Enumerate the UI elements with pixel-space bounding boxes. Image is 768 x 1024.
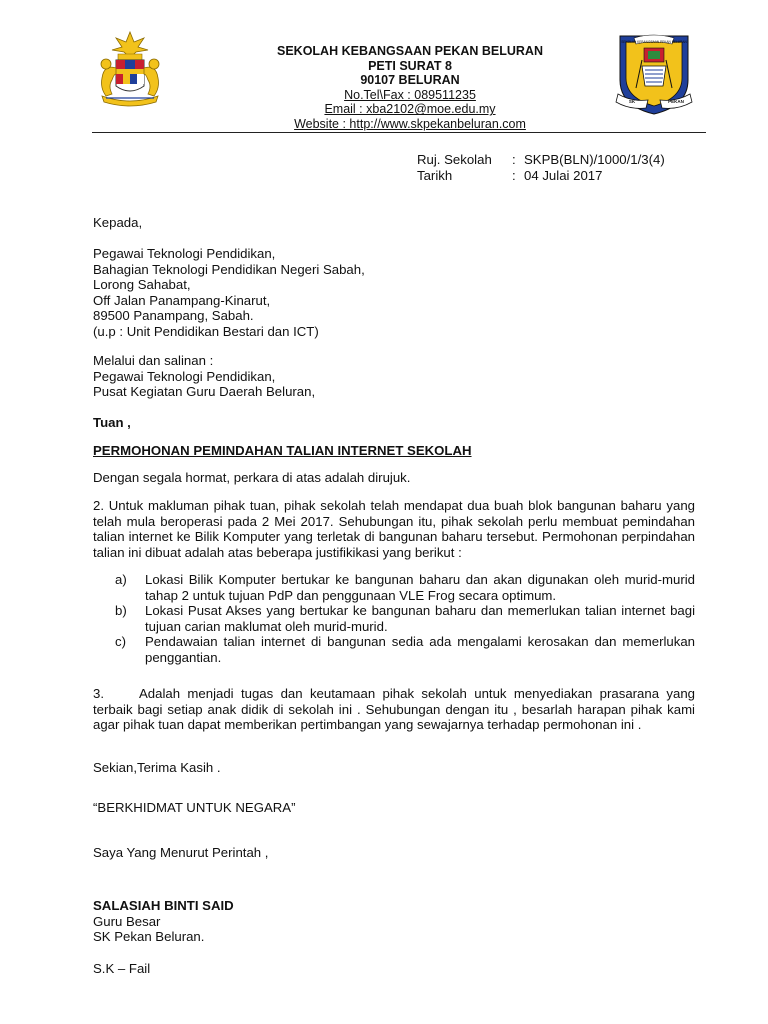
po-box: PETI SURAT 8	[368, 58, 452, 73]
signatory-org: SK Pekan Beluran.	[93, 929, 205, 945]
recipient-address	[93, 246, 365, 340]
list-text: Lokasi Bilik Komputer bertukar ke bangunan baharu dan akan digunakan oleh murid-murid tahap 2 untuk tujuan PdP dan penggunaan VLE Frog secara optimum.	[145, 572, 695, 603]
date-value: 04 Julai 2017	[524, 167, 603, 183]
recipient-line: Pegawai Teknologi Pendidikan,	[93, 246, 276, 261]
list-item	[115, 634, 695, 665]
list-item	[115, 572, 695, 603]
paragraph-3	[93, 686, 695, 733]
signatory-block	[93, 898, 234, 945]
website-link[interactable]: Website : http://www.skpekanbeluran.com	[294, 116, 526, 131]
sign-off: Saya Yang Menurut Perintah ,	[93, 845, 269, 860]
reference-block	[417, 152, 665, 183]
school-logo-icon	[612, 30, 696, 118]
via-line: Pegawai Teknologi Pendidikan,	[93, 368, 276, 384]
reference-colon: :	[512, 152, 516, 167]
reference-label: Ruj. Sekolah	[417, 152, 492, 167]
phone-fax: No.Tel\Fax : 089511235	[344, 87, 476, 102]
list-text: Lokasi Pusat Akses yang bertukar ke bangunan baharu dan memerlukan talian internet bagi tujuan carian maklumat oleh murid-murid.	[145, 603, 695, 634]
via-block	[93, 353, 315, 400]
recipient-line: Off Jalan Panampang-Kinarut,	[93, 292, 271, 308]
date-colon: :	[512, 167, 516, 183]
malaysia-coat-of-arms-icon	[88, 28, 172, 112]
closing-line: Sekian,Terima Kasih .	[93, 760, 221, 775]
via-line: Pusat Kegiatan Guru Daerah Beluran,	[93, 384, 316, 400]
school-logo-ribbon-left: SK	[628, 99, 636, 104]
date-row	[417, 168, 665, 184]
school-logo-ribbon-right: PEKAN	[668, 99, 684, 104]
intro-paragraph: Dengan segala hormat, perkara di atas adalah dirujuk.	[93, 470, 411, 485]
recipient-line: (u.p : Unit Pendidikan Bestari dan ICT)	[93, 323, 319, 339]
email-link[interactable]: Email : xba2102@moe.edu.my	[324, 102, 496, 117]
recipient-line: Bahagian Teknologi Pendidikan Negeri Sabah,	[93, 261, 365, 277]
greeting: Tuan ,	[93, 415, 131, 430]
motto: “BERKHIDMAT UNTUK NEGARA”	[93, 800, 296, 815]
via-heading: Melalui dan salinan :	[93, 353, 214, 368]
paragraph-3-text: Adalah menjadi tugas dan keutamaan pihak sekolah untuk menyediakan prasarana yang terbaik bagi setiap anak didik di sekolah ini . Sehubungan dengan itu , besarlah harapan pihak kami agar pihak tuan dapat memberikan pertimbangan yang sewajarnya terhadap permohonan ini .	[93, 686, 695, 733]
paragraph-3-number: 3.	[93, 686, 104, 701]
recipient-line: Lorong Sahabat,	[93, 277, 191, 293]
reference-value: SKPB(BLN)/1000/1/3(4)	[524, 152, 665, 167]
school-name: SEKOLAH KEBANGSAAN PEKAN BELURAN	[277, 44, 543, 58]
list-marker: a)	[115, 572, 127, 587]
paragraph-2: 2. Untuk makluman pihak tuan, pihak sekolah telah mendapat dua buah blok bangunan baharu yang telah mula beroperasi pada 2 Mei 2017. Sehubungan itu, pihak sekolah perlu membuat pemindahan talian internet ke Bilik Komputer yang terletak di bangunan baharu tersebut. Permohonan perpindahan talian ini dibuat adalah atas beberapa justifikikasi yang berikut :	[93, 498, 695, 560]
list-marker: c)	[115, 634, 126, 650]
letterhead	[200, 44, 620, 132]
school-logo-arc-text: SEKOLAH KEBANGSAAN PEKAN BELURAN	[621, 40, 687, 44]
signatory-title: Guru Besar	[93, 913, 161, 929]
list-item	[115, 603, 695, 634]
reference-row	[417, 152, 665, 168]
justification-list	[115, 572, 695, 666]
list-text: Pendawaian talian internet di bangunan sedia ada mengalami kerosakan dan memerlukan penggantian.	[145, 634, 695, 665]
cc-line: S.K – Fail	[93, 961, 151, 976]
letterhead-divider	[92, 132, 706, 133]
date-label: Tarikh	[417, 167, 453, 183]
signatory-name: SALASIAH BINTI SAID	[93, 898, 234, 913]
kepada-label: Kepada,	[93, 215, 143, 230]
postcode-city: 90107 BELURAN	[360, 73, 460, 88]
subject-line: PERMOHONAN PEMINDAHAN TALIAN INTERNET SEKOLAH	[93, 443, 472, 458]
recipient-line: 89500 Panampang, Sabah.	[93, 308, 254, 324]
list-marker: b)	[115, 603, 127, 619]
